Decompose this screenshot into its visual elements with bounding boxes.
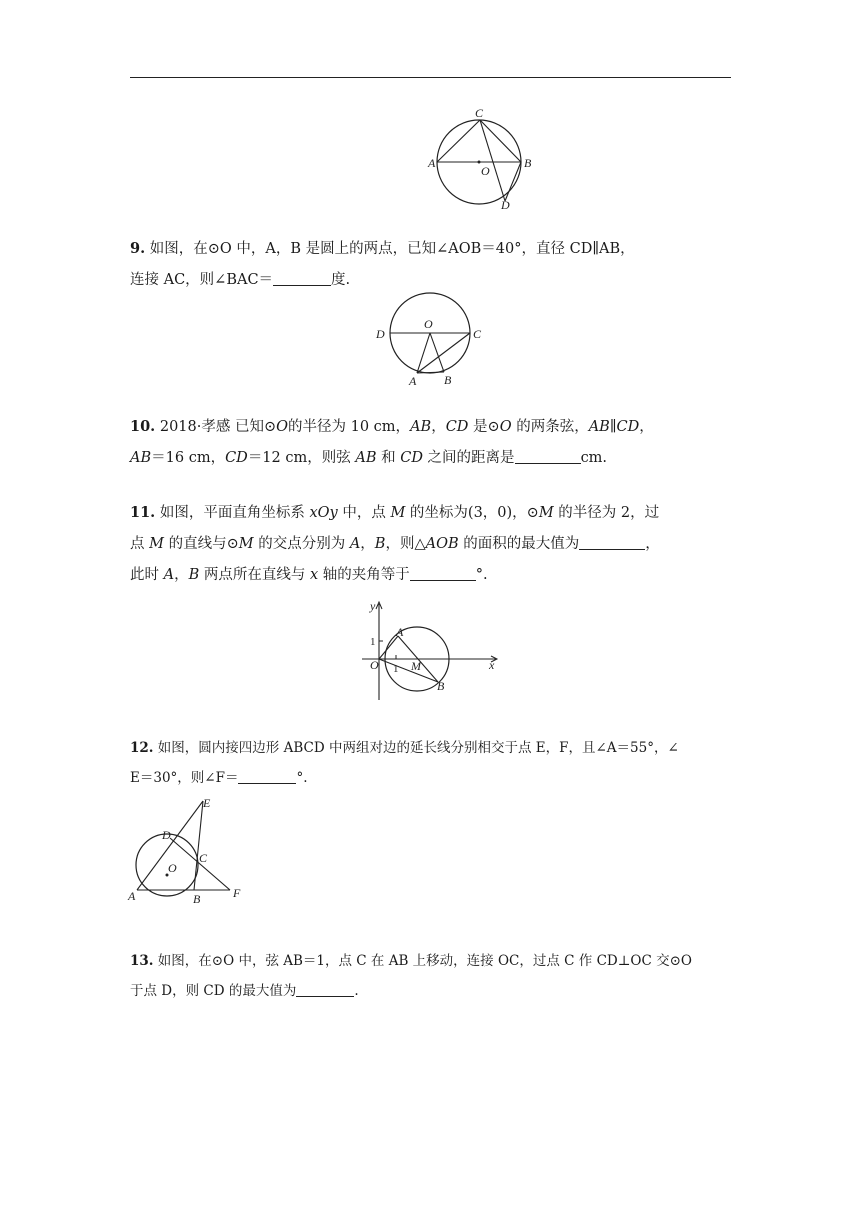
question-text: 的直线与⊙	[163, 536, 239, 552]
label-b: B	[444, 373, 452, 387]
question-text: AB	[130, 450, 152, 466]
question-number: 9.	[130, 240, 146, 257]
question-text: E＝30°，则∠F＝	[130, 770, 239, 786]
question-text: O	[499, 419, 512, 435]
question-text: 如图，平面直角坐标系	[159, 505, 310, 521]
radius-oa	[417, 333, 430, 373]
question-text: 中，点	[337, 505, 391, 521]
question-text: AB	[355, 450, 377, 466]
question-text: 的交点分别为	[253, 536, 350, 552]
question-text: CD	[445, 419, 469, 435]
segment-ob	[379, 659, 438, 682]
question-text: 的面积的最大值为	[458, 536, 580, 552]
question-text: ，	[360, 536, 375, 552]
question-text: 和	[376, 450, 401, 466]
label-c: C	[475, 106, 484, 120]
question-text: 之间的距离是	[422, 450, 515, 466]
question-text: AOB	[425, 536, 459, 552]
question-text: cm.	[580, 450, 608, 466]
label-e: E	[203, 796, 211, 810]
header-rule	[130, 77, 731, 78]
figure-q11	[358, 598, 508, 703]
question-9	[130, 233, 734, 296]
question-source: 2018·孝感	[159, 419, 231, 435]
chord-bd	[505, 162, 521, 201]
question-text: 点	[130, 536, 150, 552]
answer-blank[interactable]	[515, 449, 581, 465]
figure-q8	[420, 105, 540, 215]
label-a: A	[428, 156, 436, 170]
question-text: M	[538, 505, 554, 521]
question-number: 10.	[130, 418, 156, 435]
question-number: 11.	[130, 504, 156, 521]
question-text: ，	[174, 567, 189, 583]
question-text: 已知⊙	[234, 419, 277, 435]
label-c: C	[199, 851, 208, 865]
label-f: F	[233, 886, 241, 900]
circle-o	[136, 834, 198, 896]
line-ae	[137, 801, 203, 890]
question-text: ＝12 cm，则弦	[247, 450, 356, 466]
question-text: 连接 AC，则∠BAC＝	[130, 272, 274, 288]
answer-blank[interactable]	[238, 770, 296, 785]
chord-ac	[437, 120, 480, 162]
question-text: 的半径为 2，过	[553, 505, 660, 521]
line-eb	[194, 801, 203, 890]
question-text: ，	[645, 536, 660, 552]
question-text: 此时	[130, 567, 164, 583]
figure-q12	[126, 793, 251, 913]
question-11	[130, 497, 734, 591]
label-b: B	[437, 679, 445, 693]
question-text: ，	[639, 419, 654, 435]
question-text: 的两条弦，	[516, 419, 589, 435]
question-text: 于点 D，则 CD 的最大值为	[130, 983, 297, 999]
label-d: D	[376, 327, 385, 341]
answer-blank[interactable]	[296, 983, 354, 998]
label-o: O	[370, 658, 379, 672]
question-text: A	[349, 536, 361, 552]
question-text: xOy	[309, 505, 338, 521]
question-12	[130, 733, 734, 793]
question-text: °.	[475, 567, 488, 583]
chord-ac	[417, 333, 470, 373]
question-13	[130, 946, 734, 1006]
answer-blank[interactable]	[579, 535, 645, 551]
segment-oa	[379, 636, 398, 659]
question-text: ，	[431, 419, 446, 435]
label-b: B	[524, 156, 532, 170]
question-text: .	[354, 983, 359, 999]
question-text: ，则△	[385, 536, 426, 552]
label-x: x	[489, 658, 495, 672]
question-text: 两点所在直线与	[199, 567, 310, 583]
question-text: AB∥CD	[588, 419, 640, 435]
question-text: O	[276, 419, 289, 435]
answer-blank[interactable]	[273, 271, 331, 287]
question-text: 是⊙	[473, 419, 500, 435]
label-a: A	[396, 625, 404, 639]
question-number: 12.	[130, 740, 154, 756]
label-a: A	[128, 889, 136, 903]
question-text: M	[149, 536, 164, 552]
figure-q9	[372, 288, 492, 393]
label-one-y: 1	[370, 636, 376, 648]
question-text: AB	[410, 419, 432, 435]
label-o: O	[168, 861, 177, 875]
label-d: D	[162, 828, 171, 842]
label-c: C	[473, 327, 482, 341]
question-text: B	[374, 536, 386, 552]
question-text: °.	[296, 770, 308, 786]
question-text: A	[163, 567, 175, 583]
question-text: 度.	[331, 272, 351, 288]
question-text: M	[390, 505, 406, 521]
question-text: ＝16 cm，	[151, 450, 226, 466]
label-d: D	[501, 198, 510, 212]
question-text: CD	[225, 450, 248, 466]
radius-ob	[430, 333, 444, 372]
question-text: M	[238, 536, 254, 552]
question-text: CD	[400, 450, 423, 466]
answer-blank[interactable]	[410, 566, 476, 582]
question-text: 轴的夹角等于	[318, 567, 410, 583]
label-o: O	[424, 317, 433, 331]
question-text: x	[309, 567, 319, 583]
question-10	[130, 411, 734, 474]
label-one-x: 1	[393, 663, 399, 675]
label-b: B	[193, 892, 201, 906]
question-text: 如图，圆内接四边形 ABCD 中两组对边的延长线分别相交于点 E，F，且∠A＝55°，∠	[157, 740, 679, 756]
label-a: A	[409, 374, 417, 388]
label-m: M	[411, 659, 421, 673]
label-o: O	[481, 164, 490, 178]
question-text: 如图，在⊙O 中，A，B 是圆上的两点，已知∠AOB＝40°，直径 CD∥AB，	[149, 241, 635, 257]
question-text: 的坐标为(3，0)，⊙	[405, 505, 539, 521]
label-y: y	[370, 599, 376, 613]
question-text: B	[188, 567, 200, 583]
question-text: 如图，在⊙O 中，弦 AB＝1，点 C 在 AB 上移动，连接 OC，过点 C 作 CD⊥OC 交⊙O	[157, 953, 692, 969]
question-number: 13.	[130, 953, 154, 969]
question-text: 的半径为 10 cm，	[288, 419, 411, 435]
